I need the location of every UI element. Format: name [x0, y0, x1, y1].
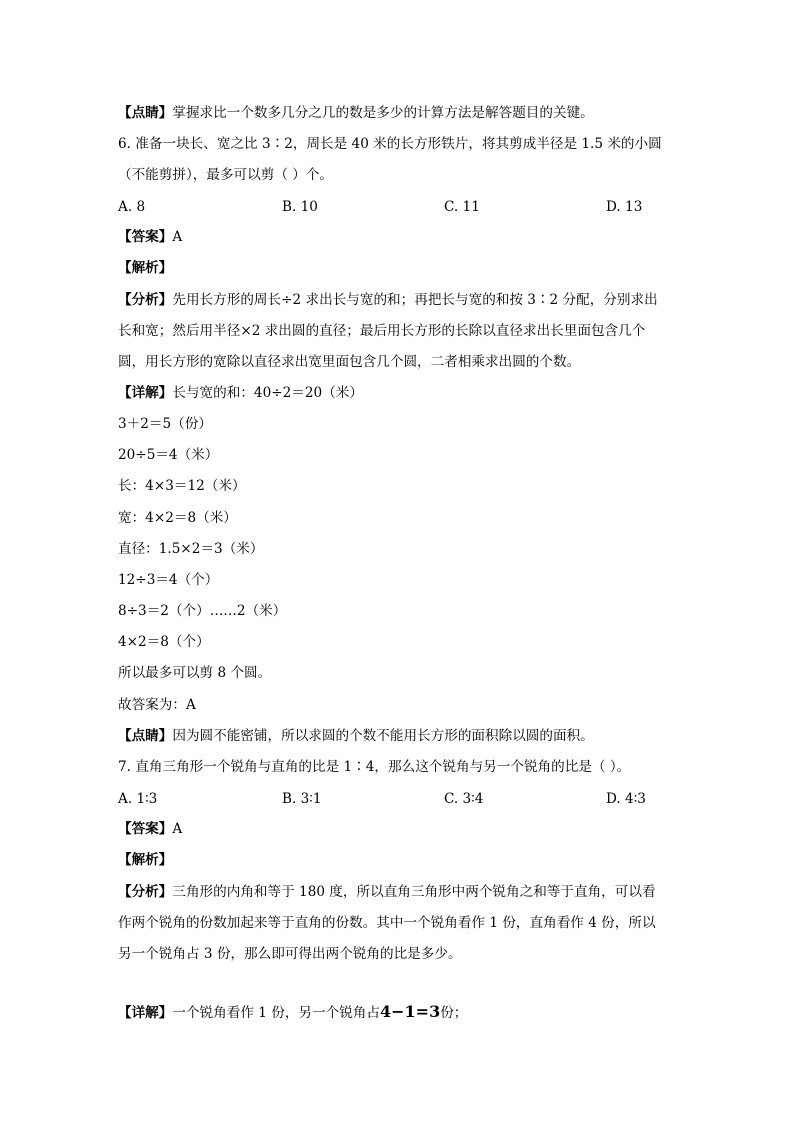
detail-line-2: 3＋2＝5（份） — [118, 416, 212, 432]
analysis-line-1 — [118, 291, 684, 309]
final-answer-line: 故答案为：A — [118, 697, 196, 713]
analysis-2-text: 三角形的内角和等于 180 度，所以直角三角形中两个锐角之和等于直角，可以看 — [172, 884, 656, 900]
detail-line-6: 直径：1.5×2＝3（米） — [118, 541, 264, 557]
analysis-2-line-2: 作两个锐角的份数加起来等于直角的份数。其中一个锐角看作 1 份，直角看作 4 份，所以 — [118, 915, 656, 931]
detail-line-4: 长：4×3＝12（米） — [118, 478, 246, 494]
analysis-line-3: 圆，用长方形的宽除以直径求出宽里面包含几个圆，二者相乘求出圆的个数。 — [118, 354, 581, 370]
key-point-line — [118, 104, 684, 122]
detail-tag: 【详解】 — [118, 385, 173, 401]
formula: 4−1=3 — [379, 1002, 441, 1021]
analysis-2-line-1 — [118, 883, 684, 901]
q6-option-d: D. 13 — [606, 199, 643, 215]
q6-option-a: A. 8 — [118, 199, 146, 215]
question-6-line-1: 6. 准备一块长、宽之比 3∶2，周长是 40 米的长方形铁片，将其剪成半径是 1.5 米的小圆 — [118, 136, 662, 152]
answer-line-2 — [118, 820, 684, 838]
detail-tag-2: 【详解】 — [118, 1005, 173, 1021]
q7-option-d: D. 4∶3 — [606, 791, 646, 807]
answer-text-2: A — [172, 821, 183, 837]
answer-tag: 【答案】 — [118, 229, 173, 245]
answer-text: A — [172, 229, 183, 245]
analysis-heading: 【解析】 — [118, 260, 173, 276]
detail-2-tail: 份； — [440, 1005, 468, 1021]
analysis-tag-2: 【分析】 — [118, 884, 173, 900]
answer-line — [118, 228, 684, 246]
key-point-text: 掌握求比一个数多几分之几的数是多少的计算方法是解答题目的关键。 — [172, 105, 594, 121]
analysis-tag: 【分析】 — [118, 292, 173, 308]
key-point-text-2: 因为圆不能密铺，所以求圆的个数不能用长方形的面积除以圆的面积。 — [172, 728, 594, 744]
key-point-tag: 【点睛】 — [118, 105, 173, 121]
detail-line-9: 4×2＝8（个） — [118, 634, 210, 650]
question-7-line: 7. 直角三角形一个锐角与直角的比是 1∶4，那么这个锐角与另一个锐角的比是（ ）。 — [118, 759, 631, 775]
q7-option-c: C. 3∶4 — [444, 791, 484, 807]
analysis-text: 先用长方形的周长÷2 求出长与宽的和；再把长与宽的和按 3∶2 分配，分别求出 — [172, 292, 658, 308]
q6-option-b: B. 10 — [282, 199, 318, 215]
detail-line-7: 12÷3＝4（个） — [118, 572, 219, 588]
key-point-tag-2: 【点睛】 — [118, 728, 173, 744]
detail-line-8: 8÷3＝2（个）……2（米） — [118, 603, 287, 619]
detail-line-1 — [118, 384, 684, 402]
q7-option-a: A. 1∶3 — [118, 791, 158, 807]
detail-line-10: 所以最多可以剪 8 个圆。 — [118, 665, 272, 681]
detail-line-3: 20÷5＝4（米） — [118, 447, 219, 463]
answer-tag-2: 【答案】 — [118, 821, 173, 837]
detail-2-text: 一个锐角看作 1 份，另一个锐角占 — [172, 1005, 380, 1021]
analysis-line-2: 长和宽；然后用半径×2 求出圆的直径；最后用长方形的长除以直径求出长里面包含几个 — [118, 323, 646, 339]
q7-option-b: B. 3∶1 — [282, 791, 322, 807]
q6-option-c: C. 11 — [444, 199, 480, 215]
detail-text: 长与宽的和：40÷2＝20（米） — [172, 385, 363, 401]
analysis-heading-2: 【解析】 — [118, 852, 173, 868]
analysis-2-line-3: 另一个锐角占 3 份，那么即可得出两个锐角的比是多少。 — [118, 946, 462, 962]
detail-2-line-1 — [118, 1003, 684, 1022]
detail-line-5: 宽：4×2＝8（米） — [118, 510, 237, 526]
question-6-line-2: （不能剪拼），最多可以剪（ ）个。 — [118, 167, 334, 183]
key-point-line-2 — [118, 727, 684, 745]
